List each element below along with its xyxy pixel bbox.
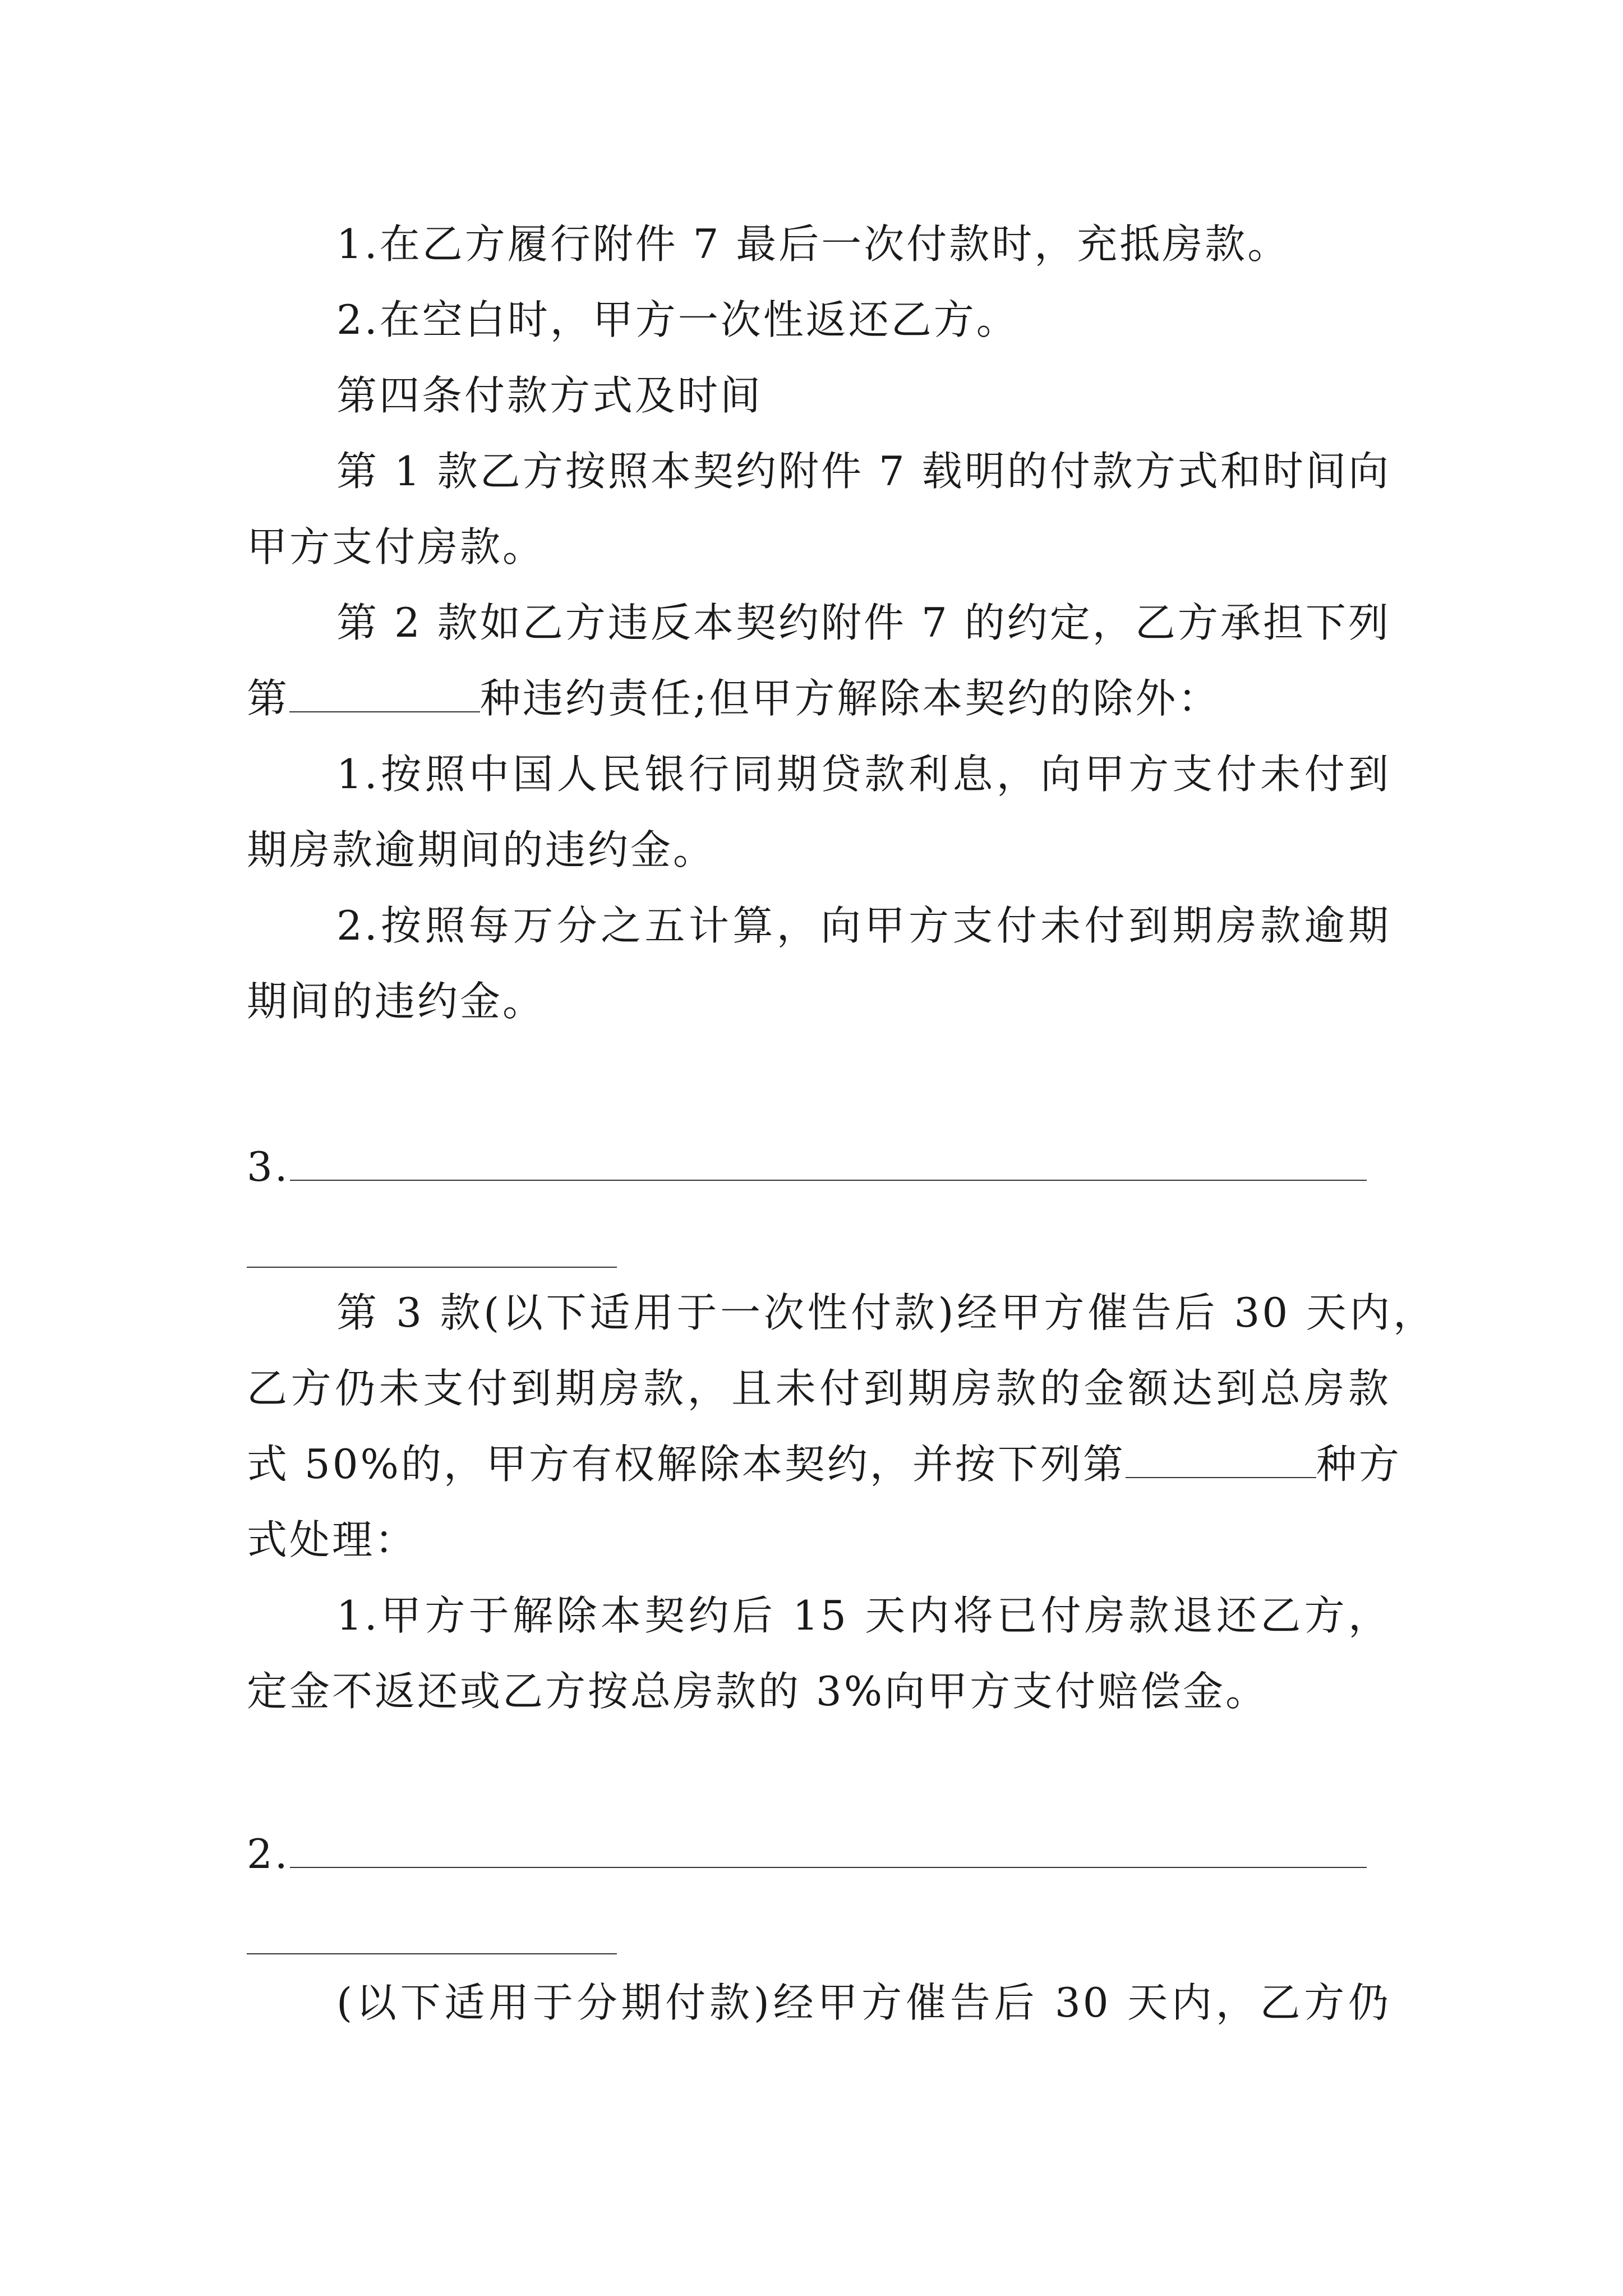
fill-in-blank[interactable] (290, 1144, 1367, 1181)
section-2-item-3 (247, 1139, 1367, 1195)
text: 第 2 款如乙方违反本契约附件 7 的约定，乙方承担下列 (336, 599, 1391, 646)
article-4-section-3-line-1 (336, 1285, 1436, 1341)
section-3-item-1-line-1 (336, 1588, 1391, 1644)
text: 2.在空白时，甲方一次性返还乙方。 (336, 296, 1019, 343)
article-4-section-3-line-3 (247, 1436, 1401, 1492)
clause-item-1-offset (336, 216, 1290, 272)
text: 种违约责任;但甲方解除本契约的除外： (480, 675, 1221, 722)
text: 1.按照中国人民银行同期贷款利息，向甲方支付未付到 (336, 751, 1391, 798)
section-2-item-1-line-1 (336, 746, 1391, 802)
text: 期房款逾期间的违约金。 (247, 826, 716, 873)
installment-clause-line-1 (336, 1975, 1391, 2031)
fill-in-blank[interactable] (289, 675, 480, 712)
article-4-section-2-line-2 (247, 670, 1220, 726)
article-4-section-3-line-4 (247, 1512, 417, 1568)
article-4-section-2-line-1 (336, 595, 1391, 651)
section-3-item-1-line-2 (247, 1663, 1268, 1719)
fill-in-blank[interactable] (290, 1831, 1367, 1868)
text: 式处理： (247, 1516, 418, 1563)
text: 乙方仍未支付到期房款，且未付到期房款的金额达到总房款 (247, 1365, 1391, 1412)
text: 1.在乙方履行附件 7 最后一次付款时，充抵房款。 (336, 220, 1290, 268)
article-4-section-1-line-2 (247, 519, 545, 575)
section-3-item-2 (247, 1826, 1367, 1882)
text: 种方 (1316, 1441, 1401, 1488)
article-4-heading (336, 367, 763, 424)
section-2-item-2-line-2 (247, 973, 545, 1029)
section-2-item-1-line-2 (247, 822, 716, 878)
text: 定金不返还或乙方按总房款的 3%向甲方支付赔偿金。 (247, 1668, 1269, 1715)
fill-in-blank[interactable] (1126, 1441, 1316, 1478)
fill-in-blank-continuation[interactable] (247, 1953, 617, 1954)
item-number: 3. (247, 1143, 290, 1190)
text: (以下适用于分期付款)经甲方催告后 30 天内，乙方仍 (336, 1979, 1391, 2026)
text: 第 (247, 675, 290, 722)
text: 期间的违约金。 (247, 978, 546, 1025)
text: 式 50%的，甲方有权解除本契约，并按下列第 (247, 1441, 1126, 1488)
text: 1.甲方于解除本契约后 15 天内将已付房款退还乙方， (336, 1592, 1391, 1639)
text: 第 3 款(以下适用于一次性付款)经甲方催告后 30 天内， (336, 1289, 1436, 1336)
text: 第四条付款方式及时间 (336, 372, 763, 419)
clause-item-2-refund (336, 292, 1019, 348)
text: 2.按照每万分之五计算，向甲方支付未付到期房款逾期 (336, 902, 1391, 949)
text: 甲方支付房款。 (247, 523, 546, 570)
section-2-item-2-line-1 (336, 898, 1391, 954)
article-4-section-1-line-1 (336, 443, 1391, 499)
text: 第 1 款乙方按照本契约附件 7 载明的付款方式和时间向 (336, 448, 1391, 495)
item-number: 2. (247, 1830, 290, 1878)
article-4-section-3-line-2 (247, 1360, 1391, 1416)
fill-in-blank-continuation[interactable] (247, 1267, 617, 1268)
